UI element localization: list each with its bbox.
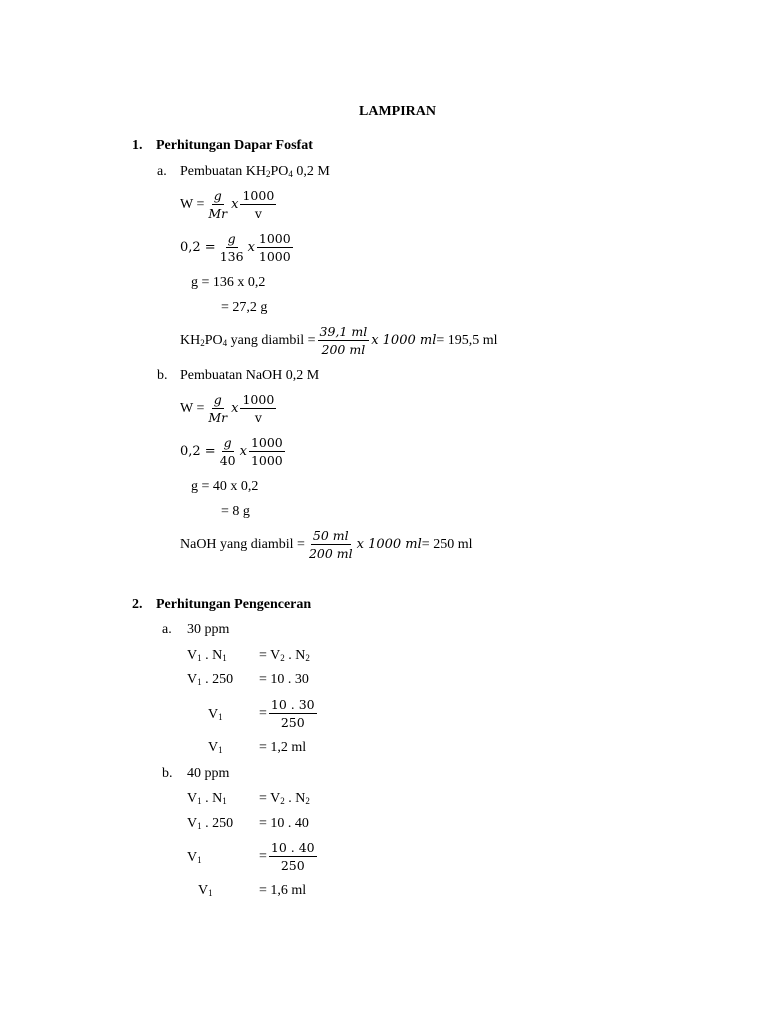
calc-1a-g: g = 136 x 0,2 <box>191 275 266 290</box>
fraction: $\frac{1000}{1000}$ <box>258 231 291 264</box>
fraction: $\frac{g}{40}$ <box>219 435 236 468</box>
fraction: $\frac{1000}{v}$ <box>242 188 275 221</box>
dilution-2a-lhs-2: $V_1$ . 250 <box>187 672 234 687</box>
fraction: $\frac{10 . 40}{250}$ <box>270 840 315 873</box>
fraction: $\frac{1000}{v}$ <box>242 392 275 425</box>
dilution-2a-rhs-3: = $\frac{10 . 30}{250}$ <box>259 697 315 730</box>
dilution-2b-lhs-3: $V_1$ <box>187 850 202 865</box>
dilution-2b-lhs-1: $V_1$ . $N_1$ <box>187 791 227 806</box>
dilution-2b-lhs-4: $V_1$ <box>198 883 213 898</box>
dilution-2a-rhs-2: = 10 . 30 <box>259 672 309 687</box>
item-2b-letter: b. <box>162 766 173 781</box>
fraction: $\frac{g}{Mr}$ <box>208 392 228 425</box>
dilution-2a-lhs-3: $V_1$ <box>208 707 223 722</box>
fraction: $\frac{g}{Mr}$ <box>208 188 228 221</box>
dilution-2b-lhs-2: $V_1$ . 250 <box>187 816 234 831</box>
dilution-2b-rhs-1: = $V_2$ . $N_2$ <box>259 791 310 806</box>
dilution-2a-result: = 1,2 ml <box>259 740 307 755</box>
item-2a-title: 30 ppm <box>187 622 230 637</box>
formula-1a-w: W = $\frac{g}{Mr}$ x $\frac{1000}{v}$ <box>180 188 275 221</box>
calc-1b-result: = 8 g <box>221 504 250 519</box>
item-1b-title: Pembuatan NaOH 0,2 M <box>180 368 320 383</box>
page-title: LAMPIRAN <box>359 104 436 119</box>
item-2b-title: 40 ppm <box>187 766 230 781</box>
fraction: $\frac{10 . 30}{250}$ <box>270 697 315 730</box>
dilution-2a-lhs-1: $V_1$ . $N_1$ <box>187 648 227 663</box>
item-2a-letter: a. <box>162 622 172 637</box>
item-1a-title: Pembuatan $KH_2PO_4$ 0,2 M <box>180 164 330 179</box>
item-1a-letter: a. <box>157 164 167 179</box>
formula-1b-taken: NaOH yang diambil = $\frac{50 ml}{200 ml}$ x 1000 ml = 250 ml <box>180 528 473 561</box>
calc-1a-result: = 27,2 g <box>221 300 268 315</box>
calc-1b-g: g = 40 x 0,2 <box>191 479 259 494</box>
fraction: $\frac{39,1 ml}{200 ml}$ <box>319 324 368 357</box>
formula-1a-taken: $KH_2PO_4$ yang diambil = $\frac{39,1 ml}{200 ml}$ x 1000 ml = 195,5 ml <box>180 324 498 357</box>
fraction: $\frac{1000}{1000}$ <box>250 435 283 468</box>
section-2-number: 2. <box>132 597 143 612</box>
dilution-2b-result: = 1,6 ml <box>259 883 307 898</box>
fraction: $\frac{50 ml}{200 ml}$ <box>308 528 353 561</box>
section-2-heading: Perhitungan Pengenceran <box>156 597 312 612</box>
dilution-2b-rhs-3: = $\frac{10 . 40}{250}$ <box>259 840 315 873</box>
formula-1b-substitution: 0,2 = $\frac{g}{40}$ x $\frac{1000}{1000}$ <box>180 435 283 468</box>
dilution-2a-lhs-4: $V_1$ <box>208 740 223 755</box>
dilution-2a-rhs-1: = $V_2$ . $N_2$ <box>259 648 310 663</box>
item-1b-letter: b. <box>157 368 168 383</box>
section-1-heading: Perhitungan Dapar Fosfat <box>156 138 313 153</box>
fraction: $\frac{g}{136}$ <box>219 231 244 264</box>
formula-1b-w: W = $\frac{g}{Mr}$ x $\frac{1000}{v}$ <box>180 392 275 425</box>
formula-1a-substitution: 0,2 = $\frac{g}{136}$ x $\frac{1000}{1000}$ <box>180 231 291 264</box>
dilution-2b-rhs-2: = 10 . 40 <box>259 816 309 831</box>
section-1-number: 1. <box>132 138 143 153</box>
